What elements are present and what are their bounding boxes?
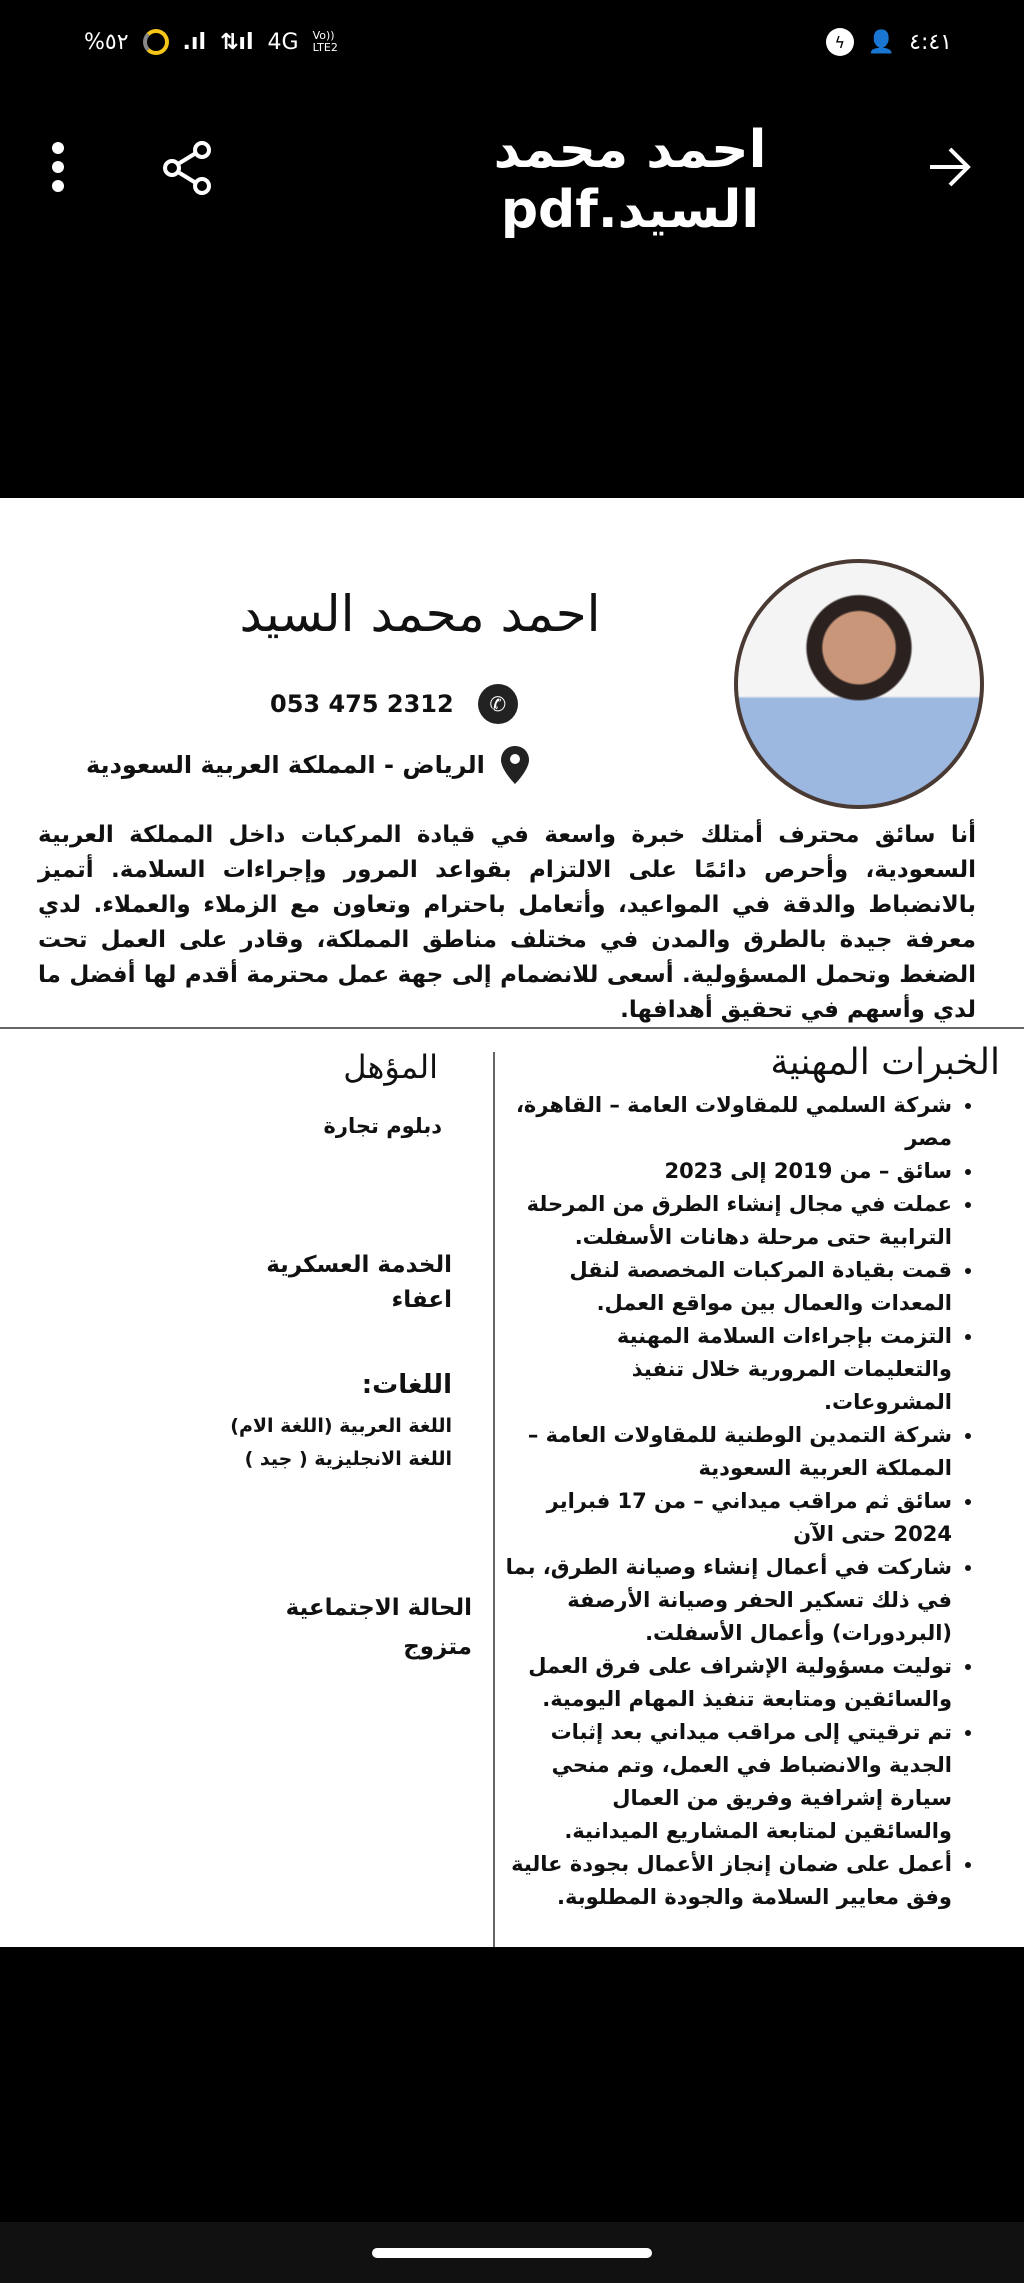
status-left bbox=[84, 22, 353, 62]
volte-badge: Vo)) LTE2 bbox=[312, 29, 338, 54]
qualification-value: دبلوم تجارة bbox=[323, 1114, 442, 1138]
experience-item: • توليت مسؤولية الإشراف على فرق العمل والسائقين ومتابعة تنفيذ المهام اليومية. bbox=[505, 1650, 952, 1716]
phone-row bbox=[270, 684, 518, 724]
experience-item: • تم ترقيتي إلى مراقب ميداني بعد إثبات الجدية والانضباط في العمل، وتم منحي سيارة إشرافية وفريق من العمال والسائقين لمتابعة المشاريع الميدانية. bbox=[505, 1716, 952, 1848]
back-arrow-icon[interactable] bbox=[926, 145, 972, 189]
profile-photo bbox=[734, 559, 984, 809]
military-value: اعفاء bbox=[391, 1287, 452, 1313]
experience-item: • سائق ثم مراقب ميداني – من 17 فبراير 2024 حتى الآن bbox=[505, 1485, 952, 1551]
languages-heading: اللغات: bbox=[361, 1370, 452, 1400]
experience-item: • شركة السلمي للمقاولات العامة – القاهرة، مصر bbox=[505, 1089, 952, 1155]
experience-item: • أعمل على ضمان إنجاز الأعمال بجودة عالية وفق معايير السلامة والجودة المطلوبة. bbox=[505, 1848, 952, 1914]
column-divider bbox=[493, 1052, 495, 1947]
qualification-heading: المؤهل bbox=[343, 1048, 438, 1086]
network-type: 4G bbox=[267, 29, 299, 55]
battery-text: %٥٢ bbox=[84, 29, 129, 55]
about-paragraph: أنا سائق محترف أمتلك خبرة واسعة في قيادة المركبات داخل المملكة العربية السعودية، وأحرص دائمًا على الالتزام بقواعد المرور وإجراءات السلامة. أتميز بالانضباط والدقة في المواعيد، وأتعامل باحترام وتعاون مع الزملاء والعملاء. لدي معرفة جيدة بالطرق والمدن في مختلف مناطق المملكة، وقادر على العمل تحت الضغط وتحمل المسؤولية. أسعى للانضمام إلى جهة عمل محترمة أقدم لها أفضل ما لدي وأسهم في تحقيق أهدافها. bbox=[38, 822, 976, 1023]
status-right bbox=[826, 22, 952, 62]
experience-item: • عملت في مجال إنشاء الطرق من المرحلة الترابية حتى مرحلة دهانات الأسفلت. bbox=[505, 1188, 952, 1254]
location-pin-icon bbox=[499, 744, 531, 786]
clock: ٤:٤١ bbox=[909, 29, 952, 55]
location-row bbox=[86, 744, 531, 786]
experience-heading: الخبرات المهنية bbox=[770, 1042, 1000, 1083]
marital-label: الحالة الاجتماعية bbox=[285, 1595, 472, 1621]
document-title: احمد محمد السيد.pdf bbox=[493, 120, 767, 240]
language-item: اللغة العربية (اللغة الام) bbox=[230, 1415, 452, 1437]
experience-item: • قمت بقيادة المركبات المخصصة لنقل المعدات والعمال بين مواقع العمل. bbox=[505, 1254, 952, 1320]
share-icon[interactable] bbox=[160, 140, 216, 196]
experience-item: • شاركت في أعمال إنشاء وصيانة الطرق، بما في ذلك تسكير الحفر وصيانة الأرصفة (البردورات) وأعمال الأسفلت. bbox=[505, 1551, 952, 1650]
location-text: الرياض - المملكة العربية السعودية bbox=[86, 751, 485, 779]
qualification-section bbox=[343, 1048, 438, 1086]
home-gesture-handle[interactable] bbox=[372, 2248, 652, 2258]
marital-value: متزوج bbox=[403, 1634, 472, 1660]
more-options-icon[interactable] bbox=[52, 142, 66, 192]
phone-number: 053 475 2312 bbox=[270, 690, 454, 718]
user-add-icon: 👤 bbox=[867, 29, 896, 55]
divider bbox=[0, 1027, 1024, 1029]
experience-section bbox=[505, 1042, 1000, 1914]
signal-icon-2: ⇅ıl bbox=[220, 29, 254, 55]
battery-icon bbox=[143, 29, 169, 55]
experience-list bbox=[505, 1089, 1000, 1914]
cv-name: احمد محمد السيد bbox=[239, 585, 601, 643]
experience-item: • شركة التمدين الوطنية للمقاولات العامة – المملكة العربية السعودية bbox=[505, 1419, 952, 1485]
messenger-icon: ϟ bbox=[826, 28, 854, 56]
experience-item: • سائق – من 2019 إلى 2023 bbox=[505, 1155, 952, 1188]
phone-icon: ✆ bbox=[478, 684, 518, 724]
military-label: الخدمة العسكرية bbox=[266, 1252, 452, 1278]
signal-icon: .ıl bbox=[182, 29, 206, 55]
language-item: اللغة الانجليزية ( جيد ) bbox=[244, 1448, 452, 1470]
experience-item: • التزمت بإجراءات السلامة المهنية والتعليمات المرورية خلال تنفيذ المشروعات. bbox=[505, 1320, 952, 1419]
